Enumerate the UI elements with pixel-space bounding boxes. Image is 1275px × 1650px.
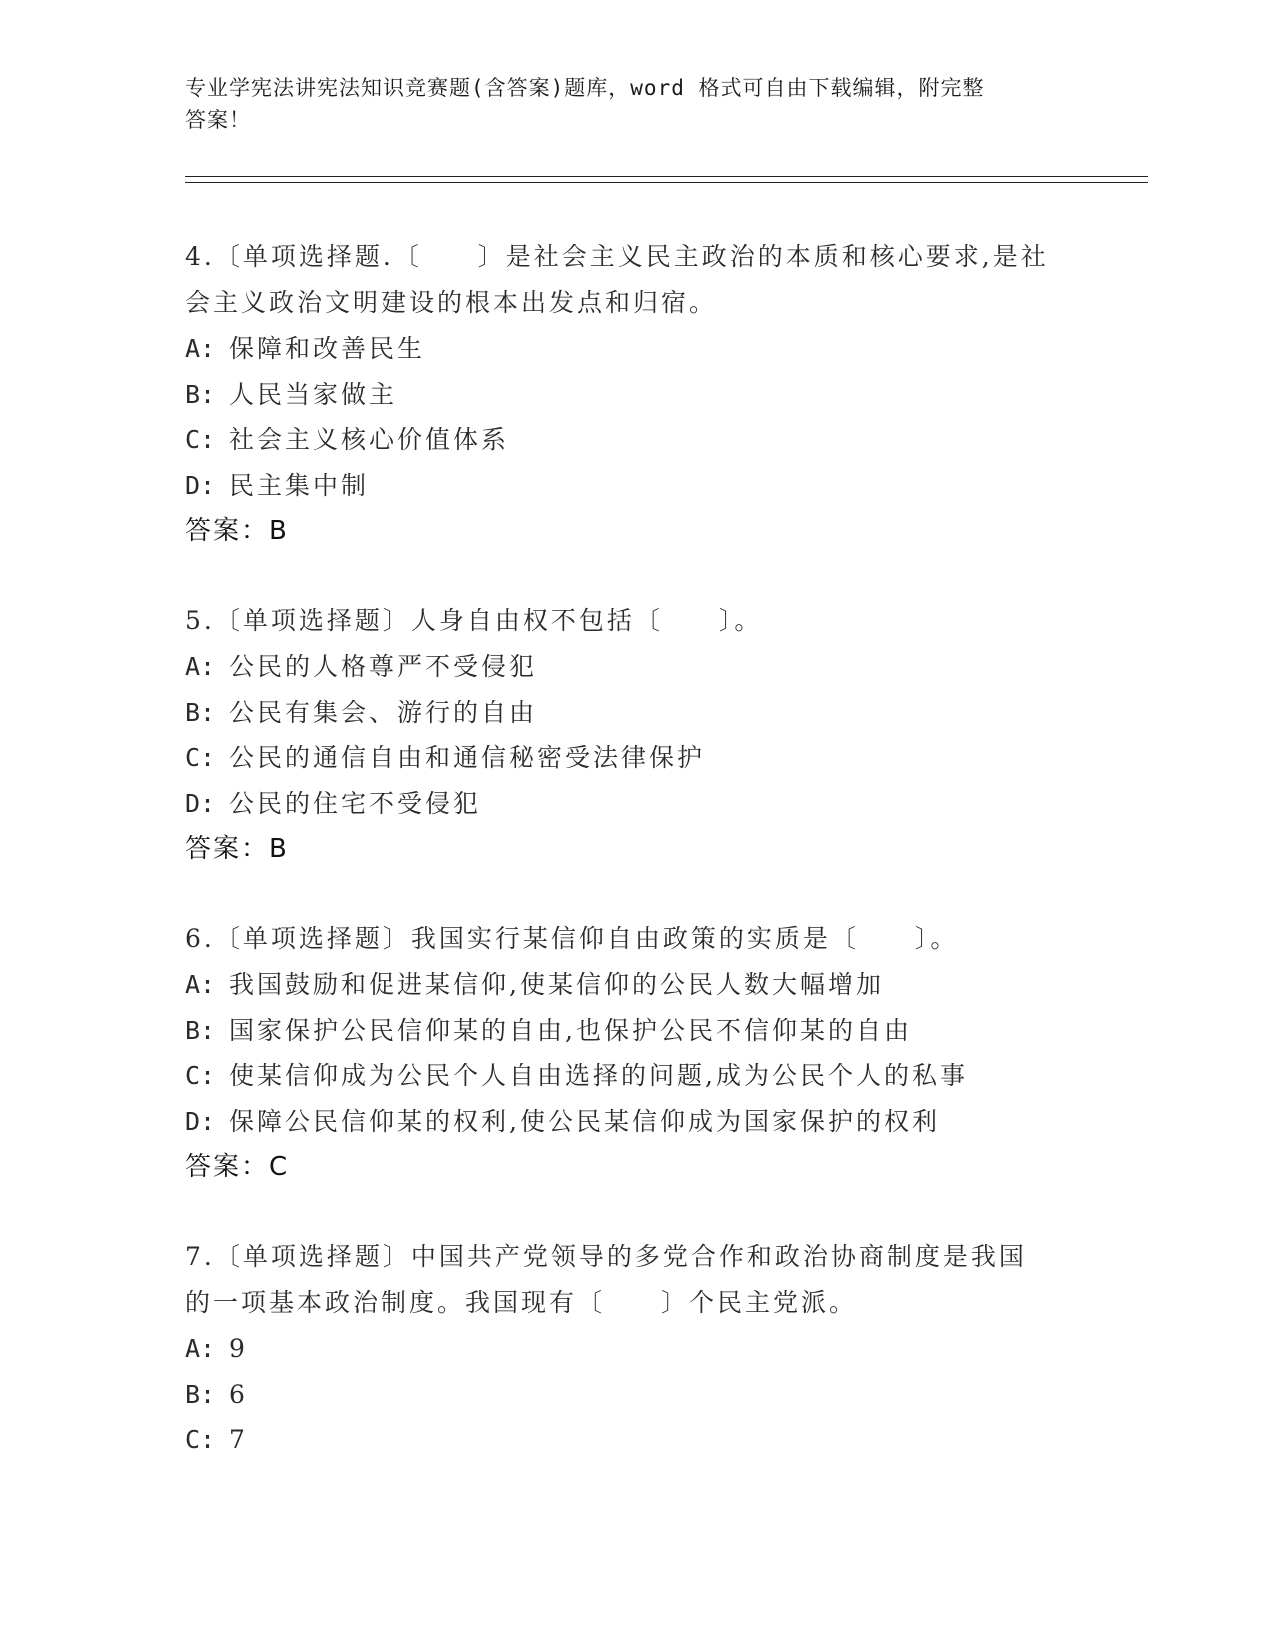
answer-key: 答案：B [185, 516, 289, 546]
answer-option [185, 1417, 1085, 1463]
option-text: 民主集中制 [229, 470, 370, 500]
document-header [185, 72, 1065, 136]
question-stem-line: 4.〔单项选择题.〔 〕是社会主义民主政治的本质和核心要求,是社 [185, 242, 1049, 271]
header-divider-top [185, 176, 1148, 177]
answer-option [185, 417, 1085, 463]
option-text: 6 [229, 1379, 248, 1409]
option-text: 我国鼓励和促进某信仰,使某信仰的公民人数大幅增加 [229, 970, 884, 999]
answer-option [185, 962, 1085, 1008]
option-text: 公民的人格尊严不受侵犯 [229, 652, 538, 681]
answer-option [185, 1053, 1085, 1099]
option-text: 社会主义核心价值体系 [229, 425, 510, 454]
question-block [185, 916, 1085, 1190]
option-letter: A: [185, 1334, 216, 1363]
option-letter: B: [185, 1379, 216, 1409]
option-letter: D: [185, 788, 216, 818]
question-stem-line: 5.〔单项选择题〕人身自由权不包括〔 〕。 [185, 606, 763, 635]
option-letter: C: [185, 425, 216, 454]
answer-key: 答案：B [185, 834, 289, 864]
option-text: 保障和改善民生 [229, 334, 426, 363]
option-letter: B: [185, 1015, 216, 1045]
option-text: 公民的通信自由和通信秘密受法律保护 [229, 743, 706, 772]
answer-option [185, 1326, 1085, 1372]
option-text: 公民的住宅不受侵犯 [229, 788, 482, 818]
answer-option [185, 372, 1085, 418]
answer-option [185, 781, 1085, 827]
option-letter: C: [185, 743, 216, 772]
option-text: 7 [229, 1425, 248, 1454]
option-letter: A: [185, 652, 216, 681]
answer-option [185, 735, 1085, 781]
option-letter: A: [185, 970, 216, 999]
option-letter: C: [185, 1061, 216, 1090]
option-letter: C: [185, 1425, 216, 1454]
answer-option [185, 326, 1085, 372]
option-text: 人民当家做主 [229, 379, 398, 409]
question-stem-line: 的一项基本政治制度。我国现有〔 〕个民主党派。 [185, 1288, 858, 1317]
question-list [185, 234, 1085, 1507]
option-letter: B: [185, 379, 216, 409]
answer-option [185, 463, 1085, 509]
question-block [185, 598, 1085, 872]
option-text: 国家保护公民信仰某的自由,也保护公民不信仰某的自由 [229, 1015, 912, 1045]
option-letter: D: [185, 470, 216, 500]
header-line-2: 答案！ [185, 108, 251, 132]
answer-option [185, 1372, 1085, 1418]
answer-option [185, 644, 1085, 690]
option-letter: D: [185, 1106, 216, 1136]
option-letter: B: [185, 697, 216, 727]
option-text: 公民有集会、游行的自由 [229, 697, 538, 727]
option-text: 保障公民信仰某的权利,使公民某信仰成为国家保护的权利 [229, 1106, 940, 1136]
header-line-1: 专业学宪法讲宪法知识竞赛题(含答案)题库，word 格式可自由下载编辑，附完整 [185, 76, 985, 100]
question-stem-line: 会主义政治文明建设的根本出发点和归宿。 [185, 288, 718, 317]
option-text: 使某信仰成为公民个人自由选择的问题,成为公民个人的私事 [229, 1061, 968, 1090]
question-block [185, 234, 1085, 554]
question-block [185, 1234, 1085, 1463]
option-text: 9 [229, 1334, 248, 1363]
answer-option [185, 1008, 1085, 1054]
answer-option [185, 1099, 1085, 1145]
answer-key: 答案：C [185, 1152, 290, 1182]
option-letter: A: [185, 334, 216, 363]
question-stem-line: 7.〔单项选择题〕中国共产党领导的多党合作和政治协商制度是我国 [185, 1242, 1027, 1271]
header-divider-bottom [185, 182, 1148, 183]
question-stem-line: 6.〔单项选择题〕我国实行某信仰自由政策的实质是〔 〕。 [185, 924, 959, 953]
answer-option [185, 690, 1085, 736]
